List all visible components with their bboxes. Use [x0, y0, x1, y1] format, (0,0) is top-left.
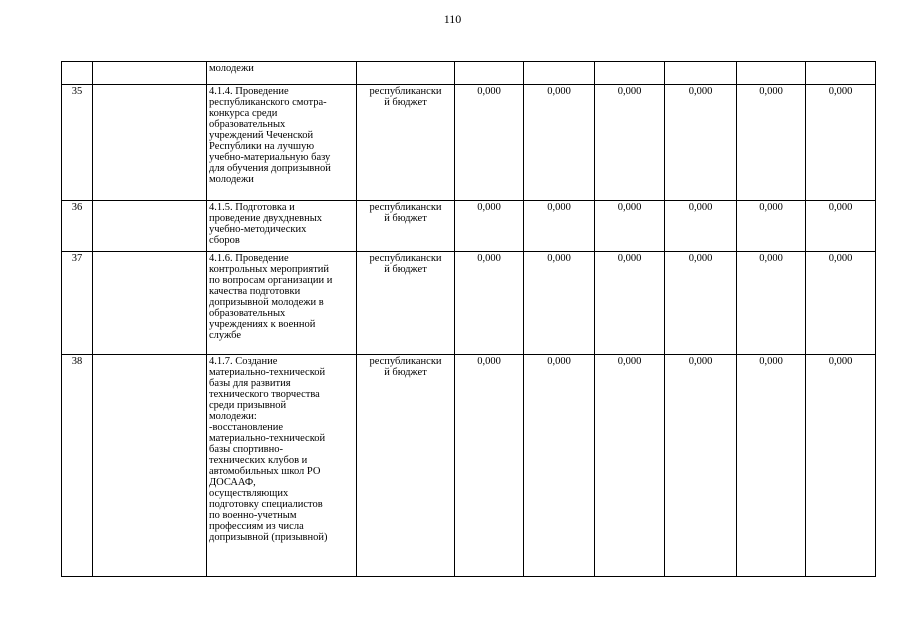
description-cell [207, 252, 357, 355]
description-line: качества подготовки [209, 286, 301, 297]
description-line: среди призывной [209, 400, 287, 411]
description-line: 4.1.7. Создание [209, 356, 278, 367]
table-row [62, 85, 876, 201]
funding-source-cell [357, 252, 455, 355]
funding-source-line: й бюджет [384, 213, 427, 224]
value-cell [665, 62, 737, 85]
value-cell [806, 62, 876, 85]
description-line: подготовку специалистов [209, 499, 323, 510]
description-line: по военно-учетным [209, 510, 297, 521]
value-cell: 0,000 [806, 355, 876, 577]
row-number-cell [62, 62, 93, 85]
row-number-cell: 36 [62, 201, 93, 252]
table-row [62, 355, 876, 577]
description-line: проведение двухдневных [209, 213, 323, 224]
funding-source-cell [357, 62, 455, 85]
value-cell: 0,000 [524, 355, 595, 577]
description-line: автомобильных школ РО [209, 466, 321, 477]
value-cell: 0,000 [737, 355, 806, 577]
description-line: учреждениях к военной [209, 319, 316, 330]
description-line: учреждений Чеченской [209, 130, 314, 141]
description-line: базы спортивно- [209, 444, 284, 455]
description-line: технического творчества [209, 389, 320, 400]
value-cell: 0,000 [806, 85, 876, 201]
table-body [62, 62, 876, 577]
description-line: -восстановление [209, 422, 284, 433]
description-line: конкурса среди [209, 108, 278, 119]
empty-cell [93, 201, 207, 252]
value-cell: 0,000 [737, 201, 806, 252]
value-cell: 0,000 [455, 201, 524, 252]
value-cell: 0,000 [524, 252, 595, 355]
description-line: допризывной молодежи в [209, 297, 324, 308]
value-cell [737, 62, 806, 85]
value-cell: 0,000 [595, 355, 665, 577]
row-number-cell: 38 [62, 355, 93, 577]
value-cell: 0,000 [665, 252, 737, 355]
description-line: сборов [209, 235, 240, 246]
value-cell: 0,000 [595, 201, 665, 252]
description-line: республиканского смотра- [209, 97, 327, 108]
table-row-continuation [62, 62, 876, 85]
description-cell [207, 62, 357, 85]
description-line: 4.1.6. Проведение [209, 253, 289, 264]
description-line: материально-технической [209, 367, 326, 378]
funding-source-cell [357, 85, 455, 201]
value-cell: 0,000 [595, 85, 665, 201]
funding-source-cell [357, 201, 455, 252]
value-cell: 0,000 [524, 201, 595, 252]
description-line: учебно-методических [209, 224, 307, 235]
description-line: 4.1.5. Подготовка и [209, 202, 295, 213]
value-cell: 0,000 [737, 252, 806, 355]
funding-source-line: й бюджет [384, 367, 427, 378]
value-cell: 0,000 [455, 355, 524, 577]
empty-cell [93, 85, 207, 201]
table-row [62, 201, 876, 252]
page-number: 110 [443, 12, 462, 26]
funding-source-line: й бюджет [384, 97, 427, 108]
value-cell: 0,000 [455, 252, 524, 355]
description-line: ДОСААФ, [209, 477, 256, 488]
value-cell: 0,000 [524, 85, 595, 201]
description-line: по вопросам организации и [209, 275, 333, 286]
description-line: образовательных [209, 119, 286, 130]
empty-cell [93, 355, 207, 577]
value-cell: 0,000 [806, 252, 876, 355]
value-cell: 0,000 [665, 201, 737, 252]
empty-cell [93, 252, 207, 355]
row-number-cell: 37 [62, 252, 93, 355]
value-cell: 0,000 [665, 85, 737, 201]
description-cell [207, 355, 357, 577]
description-line: технических клубов и [209, 455, 308, 466]
funding-source-cell [357, 355, 455, 577]
funding-source-line: республикански [369, 86, 442, 97]
description-line: образовательных [209, 308, 286, 319]
description-line: Республики на лучшую [209, 141, 315, 152]
description-line: базы для развития [209, 378, 291, 389]
value-cell [595, 62, 665, 85]
description-line: материально-технической [209, 433, 326, 444]
funding-source-line: республикански [369, 356, 442, 367]
value-cell: 0,000 [737, 85, 806, 201]
description-cell [207, 201, 357, 252]
value-cell: 0,000 [665, 355, 737, 577]
funding-source-line: республикански [369, 253, 442, 264]
description-cell [207, 85, 357, 201]
value-cell [455, 62, 524, 85]
funding-source-line: й бюджет [384, 264, 427, 275]
description-line: 4.1.4. Проведение [209, 86, 289, 97]
value-cell: 0,000 [806, 201, 876, 252]
description-line: молодежи [209, 174, 254, 185]
row-number-cell: 35 [62, 85, 93, 201]
value-cell [524, 62, 595, 85]
description-line: молодежи: [209, 411, 257, 422]
description-line: для обучения допризывной [209, 163, 331, 174]
description-line: молодежи [209, 63, 254, 74]
value-cell: 0,000 [595, 252, 665, 355]
description-line: профессиям из числа [209, 521, 304, 532]
empty-cell [93, 62, 207, 85]
table-row [62, 252, 876, 355]
description-line: допризывной (призывной) [209, 532, 328, 543]
description-line: контрольных мероприятий [209, 264, 330, 275]
budget-table [61, 61, 876, 577]
description-line: осуществляющих [209, 488, 289, 499]
funding-source-line: республикански [369, 202, 442, 213]
value-cell: 0,000 [455, 85, 524, 201]
description-line: службе [209, 330, 241, 341]
description-line: учебно-материальную базу [209, 152, 331, 163]
